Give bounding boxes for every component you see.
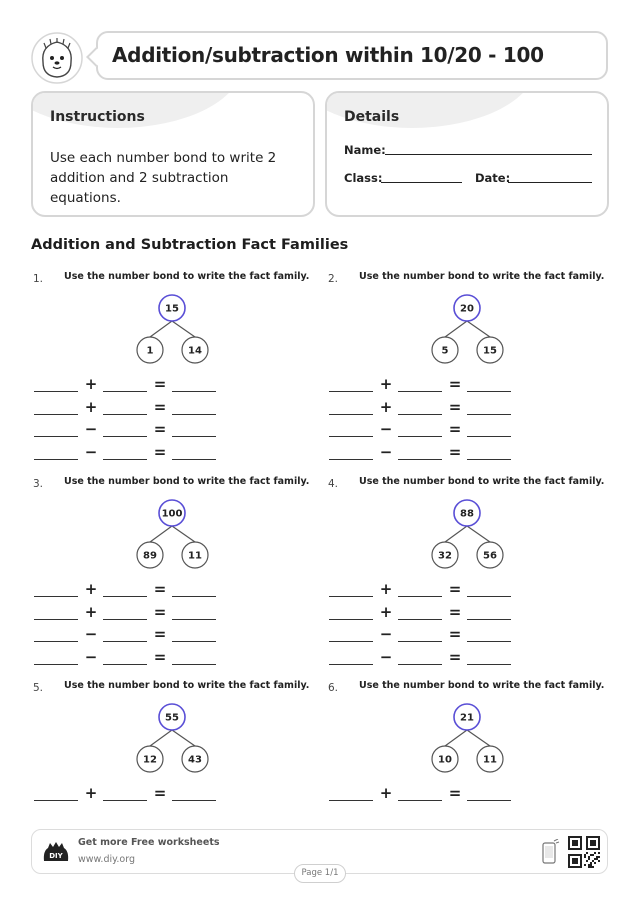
problem-item — [31, 679, 321, 815]
problem-item — [326, 475, 616, 675]
answer-blank[interactable] — [103, 800, 147, 801]
answer-blank[interactable] — [34, 414, 78, 415]
answer-blank[interactable] — [103, 459, 147, 460]
equals-sign: = — [448, 784, 462, 802]
details-heading: Details — [344, 109, 400, 125]
bond-whole-value: 20 — [460, 303, 474, 315]
bond-connector — [467, 321, 490, 337]
bond-connector — [445, 321, 467, 337]
qr-code-icon — [568, 836, 600, 868]
class-label: Class: — [344, 171, 383, 185]
answer-blank[interactable] — [172, 391, 216, 392]
equation-row — [31, 605, 231, 621]
answer-blank[interactable] — [467, 436, 511, 437]
answer-blank[interactable] — [398, 619, 442, 620]
answer-blank[interactable] — [398, 641, 442, 642]
operator-sign: − — [379, 443, 393, 461]
equation-row — [326, 445, 526, 461]
equation-row — [326, 582, 526, 598]
answer-blank[interactable] — [34, 459, 78, 460]
answer-blank[interactable] — [172, 619, 216, 620]
phone-icon — [540, 839, 560, 865]
bond-connector — [172, 526, 195, 542]
equals-sign: = — [448, 603, 462, 621]
answer-blank[interactable] — [34, 800, 78, 801]
problem-number: 4. — [328, 478, 339, 490]
answer-blank[interactable] — [172, 436, 216, 437]
instructions-heading: Instructions — [50, 109, 145, 125]
number-bond — [326, 270, 616, 370]
bubble-tail — [86, 47, 106, 67]
number-bond — [31, 270, 321, 370]
operator-sign: + — [379, 784, 393, 802]
equals-sign: = — [448, 648, 462, 666]
answer-blank[interactable] — [103, 596, 147, 597]
answer-blank[interactable] — [329, 596, 373, 597]
bond-right-value: 11 — [188, 550, 202, 562]
answer-blank[interactable] — [103, 391, 147, 392]
number-bond — [326, 475, 616, 575]
answer-blank[interactable] — [329, 641, 373, 642]
bond-right-value: 11 — [483, 754, 497, 766]
answer-blank[interactable] — [329, 619, 373, 620]
equals-sign: = — [448, 625, 462, 643]
section-title: Addition and Subtraction Fact Families — [31, 237, 349, 253]
bond-connector — [150, 526, 172, 542]
answer-blank[interactable] — [467, 391, 511, 392]
answer-blank[interactable] — [467, 596, 511, 597]
bond-connector — [172, 730, 195, 746]
answer-blank[interactable] — [34, 391, 78, 392]
answer-blank[interactable] — [329, 459, 373, 460]
answer-blank[interactable] — [329, 800, 373, 801]
number-bond — [31, 679, 321, 779]
answer-blank[interactable] — [467, 800, 511, 801]
problem-number: 1. — [33, 273, 44, 285]
equals-sign: = — [153, 420, 167, 438]
operator-sign: − — [379, 420, 393, 438]
answer-blank[interactable] — [34, 664, 78, 665]
answer-blank[interactable] — [329, 414, 373, 415]
diy-logo-icon — [43, 841, 69, 863]
problem-item — [31, 475, 321, 675]
bond-whole-value: 100 — [161, 508, 183, 520]
problem-number: 2. — [328, 273, 339, 285]
equals-sign: = — [448, 398, 462, 416]
equals-sign: = — [153, 625, 167, 643]
answer-blank[interactable] — [172, 596, 216, 597]
equals-sign: = — [153, 375, 167, 393]
bond-left-value: 32 — [438, 550, 452, 562]
page-indicator: Page 1/1 — [294, 864, 346, 883]
answer-blank[interactable] — [34, 436, 78, 437]
equals-sign: = — [153, 443, 167, 461]
instructions-panel — [31, 91, 315, 217]
equation-row — [31, 582, 231, 598]
operator-sign: − — [84, 420, 98, 438]
equation-row — [326, 605, 526, 621]
answer-blank[interactable] — [103, 619, 147, 620]
answer-blank[interactable] — [467, 664, 511, 665]
answer-blank[interactable] — [467, 619, 511, 620]
operator-sign: + — [84, 375, 98, 393]
equals-sign: = — [153, 784, 167, 802]
page-title: Addition/subtraction within 10/20 - 100 — [112, 43, 544, 67]
answer-blank[interactable] — [398, 436, 442, 437]
equation-row — [326, 422, 526, 438]
footer-promo-text: Get more Free worksheets — [78, 837, 220, 848]
instructions-text: Use each number bond to write 2 addition and 2 subtraction equations. — [50, 150, 277, 206]
equation-row — [326, 377, 526, 393]
answer-blank[interactable] — [172, 800, 216, 801]
bond-left-value: 10 — [438, 754, 452, 766]
details-panel — [325, 91, 609, 217]
operator-sign: + — [84, 580, 98, 598]
answer-blank[interactable] — [103, 664, 147, 665]
svg-text:DIY: DIY — [49, 852, 63, 860]
answer-blank[interactable] — [172, 459, 216, 460]
equation-row — [31, 422, 231, 438]
equation-row — [326, 627, 526, 643]
operator-sign: + — [84, 398, 98, 416]
date-label: Date: — [475, 171, 511, 185]
answer-blank[interactable] — [398, 414, 442, 415]
answer-blank[interactable] — [398, 391, 442, 392]
equals-sign: = — [153, 398, 167, 416]
problem-item — [31, 270, 321, 470]
answer-blank[interactable] — [398, 800, 442, 801]
operator-sign: + — [84, 603, 98, 621]
problem-instruction: Use the number bond to write the fact family. — [359, 271, 605, 282]
bond-connector — [467, 730, 490, 746]
answer-blank[interactable] — [398, 664, 442, 665]
problem-instruction: Use the number bond to write the fact family. — [64, 476, 310, 487]
class-field[interactable] — [381, 182, 462, 183]
title-bubble — [96, 31, 608, 80]
equation-row — [31, 400, 231, 416]
bond-right-value: 43 — [188, 754, 202, 766]
date-field[interactable] — [508, 182, 592, 183]
problem-item — [326, 270, 616, 470]
bond-whole-value: 21 — [460, 712, 474, 724]
answer-blank[interactable] — [172, 414, 216, 415]
operator-sign: + — [379, 398, 393, 416]
number-bond — [31, 475, 321, 575]
equation-row — [326, 786, 526, 802]
equation-row — [31, 445, 231, 461]
equals-sign: = — [153, 648, 167, 666]
bond-whole-value: 15 — [165, 303, 179, 315]
bond-right-value: 56 — [483, 550, 497, 562]
equals-sign: = — [448, 580, 462, 598]
equation-row — [31, 786, 231, 802]
bond-left-value: 89 — [143, 550, 157, 562]
answer-blank[interactable] — [103, 436, 147, 437]
bond-connector — [445, 526, 467, 542]
number-bond — [326, 679, 616, 779]
answer-blank[interactable] — [467, 641, 511, 642]
equation-row — [31, 650, 231, 666]
equation-row — [326, 650, 526, 666]
bond-right-value: 15 — [483, 345, 497, 357]
name-label: Name: — [344, 143, 386, 157]
answer-blank[interactable] — [172, 664, 216, 665]
bond-whole-value: 88 — [460, 508, 474, 520]
equation-row — [326, 400, 526, 416]
footer-url[interactable]: www.diy.org — [78, 854, 135, 865]
operator-sign: + — [379, 580, 393, 598]
answer-blank[interactable] — [34, 619, 78, 620]
equals-sign: = — [448, 443, 462, 461]
answer-blank[interactable] — [103, 641, 147, 642]
answer-blank[interactable] — [467, 414, 511, 415]
operator-sign: − — [84, 625, 98, 643]
answer-blank[interactable] — [329, 391, 373, 392]
answer-blank[interactable] — [34, 596, 78, 597]
answer-blank[interactable] — [467, 459, 511, 460]
operator-sign: − — [379, 625, 393, 643]
problem-number: 6. — [328, 682, 339, 694]
problem-number: 5. — [33, 682, 44, 694]
bond-connector — [445, 730, 467, 746]
mascot-avatar — [31, 32, 83, 84]
answer-blank[interactable] — [398, 596, 442, 597]
problem-instruction: Use the number bond to write the fact family. — [359, 680, 605, 691]
bond-connector — [150, 321, 172, 337]
operator-sign: + — [379, 375, 393, 393]
problem-instruction: Use the number bond to write the fact family. — [64, 680, 310, 691]
equation-row — [31, 377, 231, 393]
problem-instruction: Use the number bond to write the fact family. — [64, 271, 310, 282]
bond-connector — [150, 730, 172, 746]
bond-connector — [172, 321, 195, 337]
equals-sign: = — [448, 420, 462, 438]
answer-blank[interactable] — [172, 641, 216, 642]
bond-left-value: 1 — [146, 345, 154, 357]
bond-connector — [467, 526, 490, 542]
problem-number: 3. — [33, 478, 44, 490]
operator-sign: + — [84, 784, 98, 802]
equation-row — [31, 627, 231, 643]
operator-sign: − — [379, 648, 393, 666]
problem-item — [326, 679, 616, 815]
bond-left-value: 5 — [441, 345, 449, 357]
bond-right-value: 14 — [188, 345, 202, 357]
operator-sign: − — [84, 443, 98, 461]
answer-blank[interactable] — [329, 436, 373, 437]
answer-blank[interactable] — [34, 641, 78, 642]
bond-whole-value: 55 — [165, 712, 179, 724]
answer-blank[interactable] — [329, 664, 373, 665]
name-field[interactable] — [385, 154, 592, 155]
answer-blank[interactable] — [103, 414, 147, 415]
equals-sign: = — [153, 580, 167, 598]
operator-sign: + — [379, 603, 393, 621]
problem-instruction: Use the number bond to write the fact family. — [359, 476, 605, 487]
bond-left-value: 12 — [143, 754, 157, 766]
equals-sign: = — [448, 375, 462, 393]
answer-blank[interactable] — [398, 459, 442, 460]
equals-sign: = — [153, 603, 167, 621]
operator-sign: − — [84, 648, 98, 666]
